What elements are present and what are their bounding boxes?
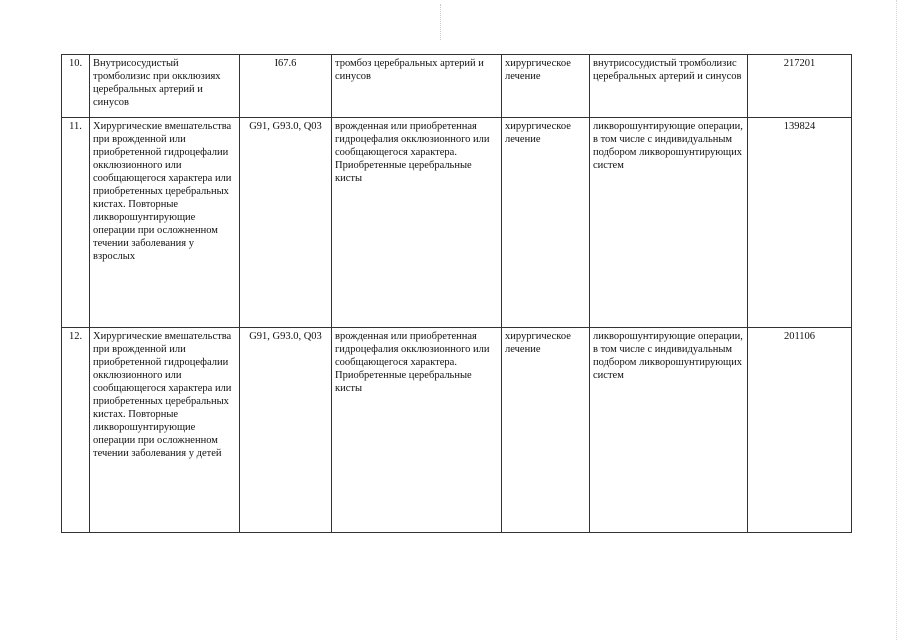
care-type-name: Хирургические вмешательства при врожденной или приобретенной гидроцефалии окклюзионного или сообщающегося характера или приобретенных церебральных кистах. Повторные ликворошунтирующие операции при осложненном течении заболевания у взрослых bbox=[90, 118, 240, 328]
cost-value: 217201 bbox=[748, 55, 852, 118]
row-number: 10. bbox=[62, 55, 90, 118]
patient-model: врожденная или приобретенная гидроцефалия окклюзионного или сообщающегося характера. Приобретенные церебральные кисты bbox=[332, 328, 502, 533]
table-row bbox=[62, 118, 852, 328]
table-row bbox=[62, 55, 852, 118]
cost-value: 201106 bbox=[748, 328, 852, 533]
treatment-type: хирургическое лечение bbox=[502, 55, 590, 118]
table-row bbox=[62, 328, 852, 533]
cost-value: 139824 bbox=[748, 118, 852, 328]
icd-codes: G91, G93.0, Q03 bbox=[240, 328, 332, 533]
treatment-method: ликворошунтирующие операции, в том числе с индивидуальным подбором ликворошунтирующих систем bbox=[590, 328, 748, 533]
treatment-method: внутрисосудистый тромболизис церебральных артерий и синусов bbox=[590, 55, 748, 118]
treatment-type: хирургическое лечение bbox=[502, 118, 590, 328]
patient-model: врожденная или приобретенная гидроцефалия окклюзионного или сообщающегося характера. Приобретенные церебральные кисты bbox=[332, 118, 502, 328]
scan-edge-artifact bbox=[896, 0, 903, 640]
treatment-type: хирургическое лечение bbox=[502, 328, 590, 533]
icd-codes: G91, G93.0, Q03 bbox=[240, 118, 332, 328]
icd-codes: I67.6 bbox=[240, 55, 332, 118]
patient-model: тромбоз церебральных артерий и синусов bbox=[332, 55, 502, 118]
medical-care-table bbox=[61, 54, 852, 533]
care-type-name: Внутрисосудистый тромболизис при окклюзиях церебральных артерий и синусов bbox=[90, 55, 240, 118]
treatment-method: ликворошунтирующие операции, в том числе с индивидуальным подбором ликворошунтирующих систем bbox=[590, 118, 748, 328]
row-number: 11. bbox=[62, 118, 90, 328]
care-type-name: Хирургические вмешательства при врожденной или приобретенной гидроцефалии окклюзионного или сообщающегося характера или приобретенных церебральных кистах. Повторные ликворошунтирующие операции при осложненном течении заболевания у детей bbox=[90, 328, 240, 533]
row-number: 12. bbox=[62, 328, 90, 533]
scan-artifact bbox=[440, 4, 442, 40]
